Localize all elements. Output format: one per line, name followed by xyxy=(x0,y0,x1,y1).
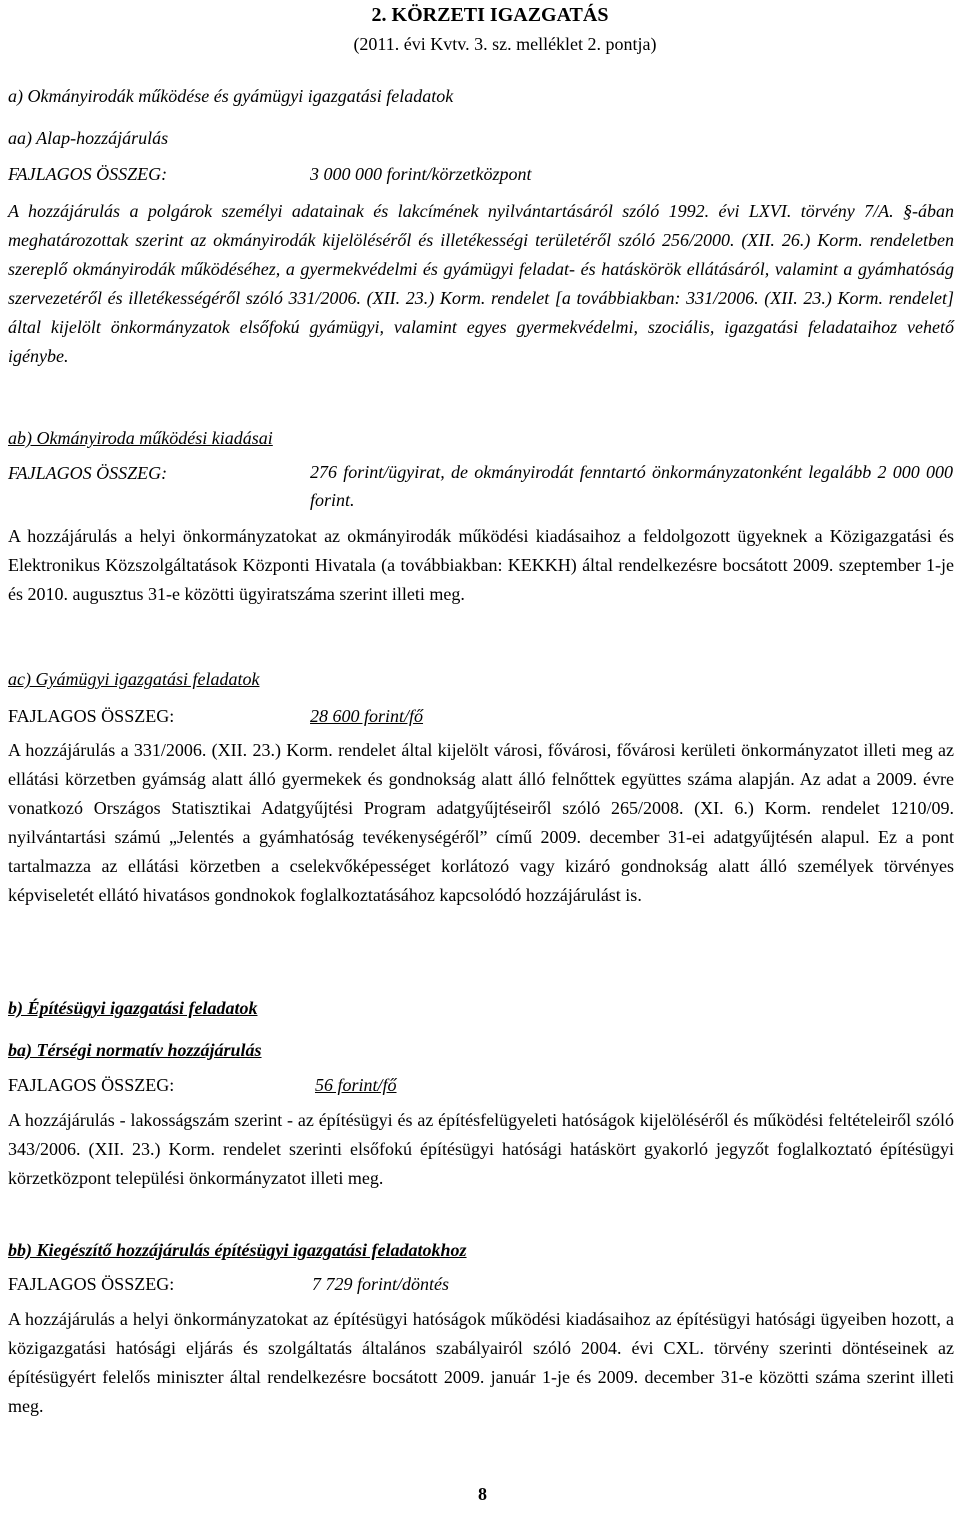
section-ba-text: A hozzájárulás - lakosságszám szerint - az építésügyi és az építésfelügyeleti hatóságok kijelöléséről és működési feltételeiről szóló 343/2006. (XII. 23.) Korm. rendelet szerinti elsőfokú építésügyi hatósági hatáskört gyakorló jegyzőt foglalkoztató építésügyi körzetközpont települési önkormányzatot illeti meg. xyxy=(8,1110,954,1189)
section-ab-text: A hozzájárulás a helyi önkormányzatokat az okmányirodák működési kiadásaihoz a feldolgozott ügyeknek a Közigazgatási és Elektronikus Közszolgáltatások Központi Hivatala (a továbbiakban: KEKKH) által rendelkezésre bocsátott 2009. szeptember 1-je és 2010. augusztus 31-e közötti ügyiratszáma szerint illeti meg. xyxy=(8,526,954,605)
page-title: 2. KÖRZETI IGAZGATÁS xyxy=(371,4,609,26)
section-bb-amount-value: 7 729 forint/döntés xyxy=(312,1274,450,1294)
section-ab-heading: ab) Okmányiroda működési kiadásai xyxy=(8,428,273,448)
section-aa-amount-label: FAJLAGOS ÖSSZEG: xyxy=(8,164,168,184)
section-ba-amount-value: 56 forint/fő xyxy=(315,1075,397,1095)
section-bb-text: A hozzájárulás a helyi önkormányzatokat az építésügyi hatóságok működési kiadásaihoz az építésügyi hatósági ügyeiben hozott, a közigazgatási hatósági eljárás és szolgáltatás általános szabályairól szóló 2004. évi CXL. törvény szerinti döntéseinek az építésügyért felelős miniszter által rendelkezésre bocsátott 2009. január 1-je és 2009. december 31-e közötti száma szerint illeti meg. xyxy=(8,1309,954,1417)
page-number: 8 xyxy=(478,1484,487,1504)
section-ac-text: A hozzájárulás a 331/2006. (XII. 23.) Korm. rendelet által kijelölt városi, fővárosi, fővárosi kerületi önkormányzatot illeti meg az ellátási körzetben gyámság alatt álló gyermekek és gondnokság alatt álló felnőttek együttes száma alapján. Az adat a 2009. évre vonatkozó Országos Statisztikai Adatgyűjtési Program adatgyűjtéseiről szóló 265/2008. (XI. 6.) Korm. rendelet 1210/09. nyilvántartási számú „Jelentés a gyámhatóság tevékenységéről” című 2009. december 31-ei adatgyűjtésén alapul. Ez a pont tartalmazza az ellátási körzetben a cselekvőképességet korlátozó vagy kizáró gondnokság alatt álló személyek törvényes képviseletét ellátó hivatásos gondnokok foglalkoztatásához kapcsolódó hozzájárulást is. xyxy=(8,740,954,906)
section-aa-heading: aa) Alap-hozzájárulás xyxy=(8,128,169,148)
section-bb-heading: bb) Kiegészítő hozzájárulás építésügyi igazgatási feladatokhoz xyxy=(8,1240,467,1260)
section-b-heading: b) Építésügyi igazgatási feladatok xyxy=(8,998,258,1018)
section-ac-amount-label: FAJLAGOS ÖSSZEG: xyxy=(8,706,175,726)
section-ac-heading: ac) Gyámügyi igazgatási feladatok xyxy=(8,669,260,689)
section-ba-amount-label: FAJLAGOS ÖSSZEG: xyxy=(8,1075,175,1095)
section-aa-text: A hozzájárulás a polgárok személyi adatainak és lakcímének nyilvántartásáról szóló 1992. évi LXVI. törvény 7/A. §-ában meghatározottak szerint az okmányirodák kijelöléséről és illetékességi területéről szóló 256/2000. (XII. 26.) Korm. rendeletben szereplő okmányirodák működéséhez, a gyermekvédelmi és gyámügyi feladat- és hatáskörök ellátásáról, valamint a gyámhatóság szervezetéről és illetékességéről szóló 331/2006. (XII. 23.) Korm. rendelet [a továbbiakban: 331/2006. (XII. 23.) Korm. rendelet] által kijelölt önkormányzatok elsőfokú gyámügyi, valamint egyes gyermekvédelmi, szociális, igazgatási feladataihoz vehető igénybe. xyxy=(8,201,954,367)
section-a-heading: a) Okmányirodák működése és gyámügyi igazgatási feladatok xyxy=(8,86,454,106)
section-ab-amount-value: 276 forint/ügyirat, de okmányirodát fenntartó önkormányzatonként legalább 2 000 000 forint. xyxy=(310,462,953,510)
section-aa-amount-value: 3 000 000 forint/körzetközpont xyxy=(310,164,532,184)
section-ac-amount-value: 28 600 forint/fő xyxy=(310,706,424,726)
section-ab-amount-label: FAJLAGOS ÖSSZEG: xyxy=(8,463,168,483)
page-subtitle: (2011. évi Kvtv. 3. sz. melléklet 2. pontja) xyxy=(353,34,657,54)
section-ba-heading: ba) Térségi normatív hozzájárulás xyxy=(8,1040,262,1060)
section-bb-amount-label: FAJLAGOS ÖSSZEG: xyxy=(8,1274,175,1294)
